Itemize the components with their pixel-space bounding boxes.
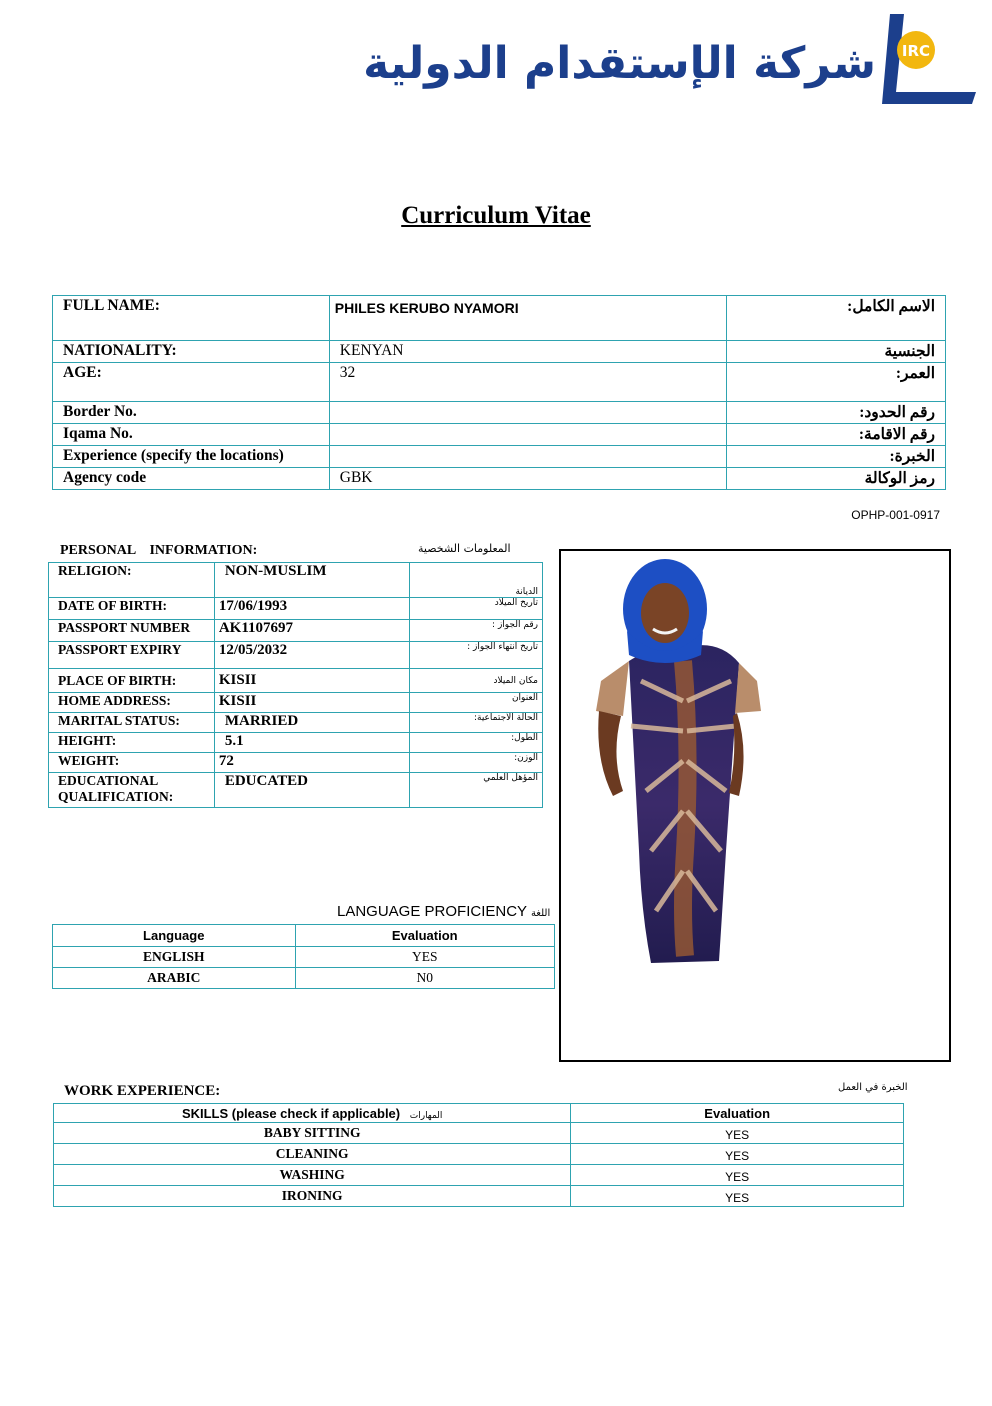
agency-code-label: Agency code — [53, 468, 330, 490]
education-value: EDUCATED — [214, 773, 410, 808]
table-header-row — [54, 1104, 904, 1123]
table-row — [49, 620, 543, 642]
irc-logo-mark — [882, 10, 976, 104]
work-experience-heading-arabic: الخبرة في العمل — [838, 1082, 908, 1093]
education-label: EDUCATIONAL QUALIFICATION: — [49, 773, 215, 808]
table-row — [54, 1186, 904, 1207]
language-col-header: Language — [53, 925, 296, 947]
experience-label: Experience (specify the locations) — [53, 446, 330, 468]
height-label: HEIGHT: — [49, 733, 215, 753]
evaluation-col-header: Evaluation — [295, 925, 554, 947]
table-row — [53, 424, 946, 446]
nationality-arabic: الجنسية — [727, 341, 946, 363]
language-name: ARABIC — [53, 968, 296, 989]
home-address-label: HOME ADDRESS: — [49, 693, 215, 713]
dob-label: DATE OF BIRTH: — [49, 598, 215, 620]
height-value: 5.1 — [214, 733, 410, 753]
skill-evaluation: YES — [571, 1165, 904, 1186]
place-of-birth-arabic: مكان الميلاد — [410, 669, 543, 693]
photo-figure — [561, 551, 949, 1060]
marital-status-arabic: الحالة الاجتماعية: — [410, 713, 543, 733]
education-arabic: المؤهل العلمي — [410, 773, 543, 808]
border-no-arabic: رقم الحدود: — [727, 402, 946, 424]
table-row — [49, 753, 543, 773]
skill-name: IRONING — [54, 1186, 571, 1207]
religion-label: RELIGION: — [49, 563, 215, 598]
skills-col-header — [54, 1104, 571, 1123]
skill-evaluation: YES — [571, 1123, 904, 1144]
weight-arabic: الوزن: — [410, 753, 543, 773]
page-title: Curriculum Vitae — [401, 202, 591, 229]
border-no-value — [329, 402, 726, 424]
age-arabic: العمر: — [727, 363, 946, 402]
skill-evaluation: YES — [571, 1186, 904, 1207]
nationality-value: KENYAN — [329, 341, 726, 363]
iqama-no-arabic: رقم الاقامة: — [727, 424, 946, 446]
skill-name: CLEANING — [54, 1144, 571, 1165]
table-row — [49, 598, 543, 620]
passport-expiry-value: 12/05/2032 — [214, 642, 410, 669]
language-table — [52, 924, 555, 989]
skills-table — [53, 1103, 904, 1207]
skills-col-header-text: SKILLS (please check if applicable) — [181, 1105, 401, 1121]
weight-value: 72 — [214, 753, 410, 773]
language-heading — [337, 903, 550, 920]
reference-code: OPHP-001-0917 — [851, 508, 940, 522]
personal-info-heading-arabic: المعلومات الشخصية — [418, 542, 511, 555]
table-row — [53, 363, 946, 402]
table-row — [49, 713, 543, 733]
table-row — [54, 1123, 904, 1144]
table-header-row — [53, 925, 555, 947]
passport-expiry-arabic: تاريخ انتهاء الجواز : — [410, 642, 543, 669]
marital-status-value: MARRIED — [214, 713, 410, 733]
table-row — [53, 468, 946, 490]
place-of-birth-value: KISII — [214, 669, 410, 693]
border-no-label: Border No. — [53, 402, 330, 424]
logo-abbr: IRC — [901, 42, 931, 60]
evaluation-col-header: Evaluation — [571, 1104, 904, 1123]
passport-expiry-label: PASSPORT EXPIRY — [49, 642, 215, 669]
passport-number-label: PASSPORT NUMBER — [49, 620, 215, 642]
language-heading-text: LANGUAGE PROFICIENCY — [337, 903, 527, 920]
table-row — [49, 733, 543, 753]
main-info-table — [52, 295, 946, 490]
candidate-photo — [559, 549, 951, 1062]
home-address-value: KISII — [214, 693, 410, 713]
table-row — [54, 1165, 904, 1186]
passport-number-value: AK1107697 — [214, 620, 410, 642]
nationality-label: NATIONALITY: — [53, 341, 330, 363]
table-row — [53, 341, 946, 363]
iqama-no-value — [329, 424, 726, 446]
table-row — [49, 773, 543, 808]
iqama-no-label: Iqama No. — [53, 424, 330, 446]
agency-code-value: GBK — [329, 468, 726, 490]
agency-code-arabic: رمز الوكالة — [727, 468, 946, 490]
logo-arabic-text: شركة الإستقدام الدولية — [363, 38, 876, 89]
language-heading-arabic: اللغة — [530, 908, 551, 919]
personal-info-heading: PERSONAL INFORMATION: — [60, 543, 258, 558]
full-name-label: FULL NAME: — [53, 296, 330, 341]
experience-arabic: الخبرة: — [727, 446, 946, 468]
home-address-arabic: العنوان — [410, 693, 543, 713]
skill-name: WASHING — [54, 1165, 571, 1186]
language-evaluation: YES — [295, 947, 554, 968]
dob-value: 17/06/1993 — [214, 598, 410, 620]
age-label: AGE: — [53, 363, 330, 402]
height-arabic: الطول: — [410, 733, 543, 753]
personal-info-table — [48, 562, 543, 808]
skill-name: BABY SITTING — [54, 1123, 571, 1144]
table-row — [53, 402, 946, 424]
experience-value — [329, 446, 726, 468]
place-of-birth-label: PLACE OF BIRTH: — [49, 669, 215, 693]
religion-arabic: الديانة — [410, 563, 543, 598]
table-row — [49, 563, 543, 598]
table-row — [53, 446, 946, 468]
table-row — [49, 642, 543, 669]
full-name-arabic: الاسم الكامل: — [727, 296, 946, 341]
marital-status-label: MARITAL STATUS: — [49, 713, 215, 733]
company-logo — [363, 10, 976, 106]
religion-value: NON-MUSLIM — [214, 563, 410, 598]
table-row — [53, 296, 946, 341]
dob-arabic: تاريخ الميلاد — [410, 598, 543, 620]
table-row — [49, 693, 543, 713]
table-row — [53, 968, 555, 989]
work-experience-heading: WORK EXPERIENCE: — [64, 1083, 221, 1099]
passport-number-arabic: رقم الجواز : — [410, 620, 543, 642]
full-name-value: PHILES KERUBO NYAMORI — [329, 296, 726, 341]
weight-label: WEIGHT: — [49, 753, 215, 773]
language-name: ENGLISH — [53, 947, 296, 968]
age-value: 32 — [329, 363, 726, 402]
table-row — [54, 1144, 904, 1165]
language-evaluation: N0 — [295, 968, 554, 989]
skills-col-header-arabic: المهارات — [409, 1110, 443, 1121]
skill-evaluation: YES — [571, 1144, 904, 1165]
table-row — [53, 947, 555, 968]
table-row — [49, 669, 543, 693]
